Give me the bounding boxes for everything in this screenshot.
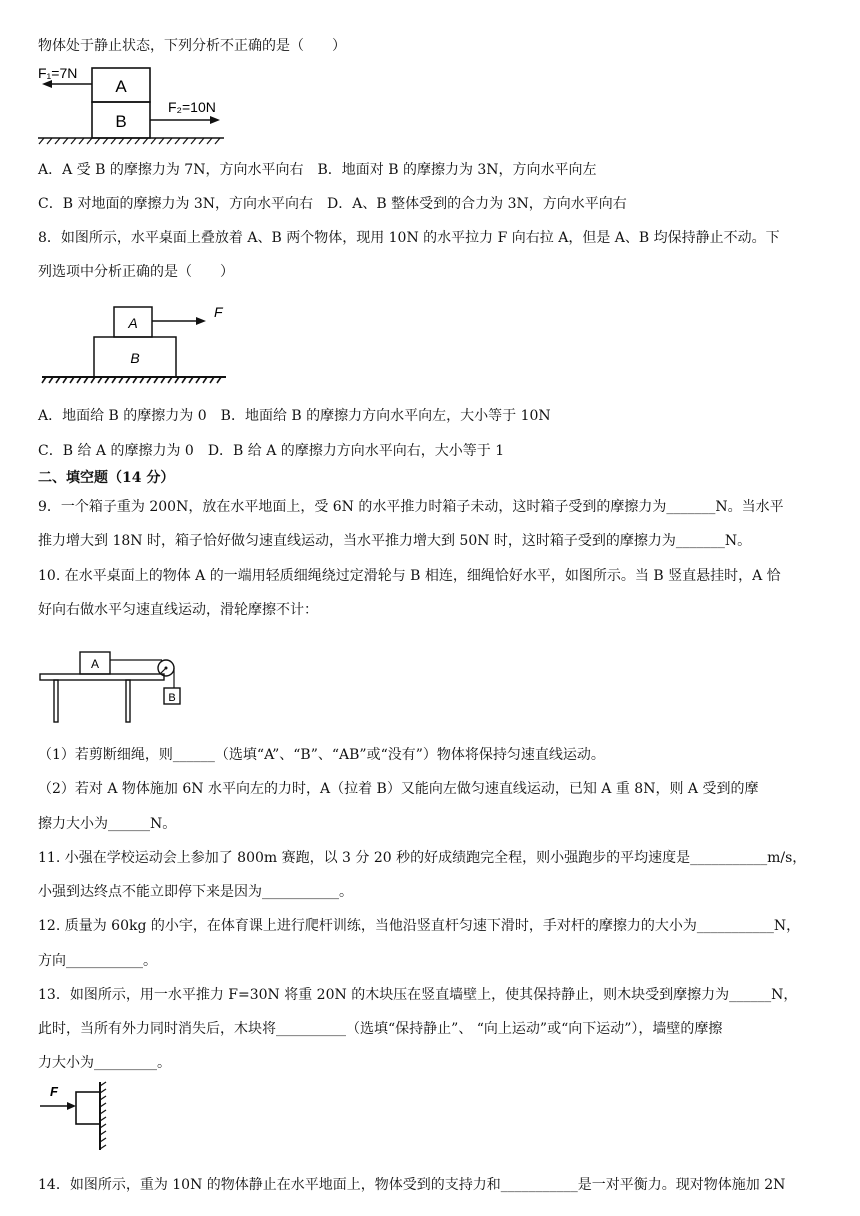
q11-line-1: 11. 小强在学校运动会上参加了 800m 赛跑，以 3 分 20 秒的好成绩跑完全程，则小强跑步的平均速度是___________m/s， [38,850,807,866]
q8-f-label: F [214,304,223,320]
q10-block-b-label: B [168,692,176,704]
q10-sub-1: （1）若剪断细绳，则______（选填“A”、“B”、“AB”或“没有”）物体将保持匀速直线运动。 [38,747,605,763]
q8-figure [38,295,238,390]
q7-stem: 物体处于静止状态，下列分析不正确的是（ ） [38,38,346,54]
q7-figure [38,62,238,142]
q13-f-label: F [50,1084,58,1099]
q7-block-b-label: B [115,112,127,131]
q10-table-leg-left [54,680,58,722]
q9-line-2: 推力增大到 18N 时，箱子恰好做匀速直线运动，当水平推力增大到 50N 时，这时箱子受到的摩擦力为_______N。 [38,533,752,549]
q7-option-line-2: C．B 对地面的摩擦力为 3N，方向水平向右 D．A、B 整体受到的合力为 3N，方向水平向右 [38,196,627,212]
q10-table-top [40,674,164,680]
q9-line-1: 9．一个箱子重为 200N，放在水平地面上，受 6N 的水平推力时箱子未动，这时箱子受到的摩擦力为_______N。当水平 [38,499,784,515]
q11-line-2: 小强到达终点不能立即停下来是因为___________。 [38,884,353,900]
q7-f1-label: F₁=7N [38,65,78,81]
q13-figure [38,1082,128,1152]
q7-f2-arrowhead [210,116,220,124]
q10-figure [38,640,208,730]
q10-sub-2-line-1: （2）若对 A 物体施加 6N 水平向左的力时，A（拉着 B）又能向左做匀速直线运动，已知 A 重 8N，则 A 受到的摩 [38,781,759,797]
section-title-fill-in: 二、填空题（14 分） [38,470,175,486]
q8-stem-line-1: 8．如图所示，水平桌面上叠放着 A、B 两个物体，现用 10N 的水平拉力 F 向右拉 A，但是 A、B 均保持静止不动。下 [38,230,780,246]
q10-sub-2-line-2: 擦力大小为______N。 [38,816,177,832]
q10-line-2: 好向右做水平匀速直线运动，滑轮摩擦不计： [38,602,318,618]
q13-line-2: 此时，当所有外力同时消失后，木块将__________（选填“保持静止”、 “向上运动”或“向下运动”），墙壁的摩擦 [38,1021,723,1037]
q13-line-1: 13．如图所示，用一水平推力 F=30N 将重 20N 的木块压在竖直墙壁上，使其保持静止，则木块受到摩擦力为______N， [38,987,798,1003]
q10-block-a-label: A [90,657,100,671]
q13-block [76,1092,100,1124]
q8-option-line-2: C．B 给 A 的摩擦力为 0 D．B 给 A 的摩擦力方向水平向右，大小等于 1 [38,443,505,459]
q13-f-arrowhead [67,1102,76,1110]
q10-line-1: 10. 在水平桌面上的物体 A 的一端用轻质细绳绕过定滑轮与 B 相连，细绳恰好水平，如图所示。当 B 竖直悬挂时，A 恰 [38,568,781,584]
q10-table-leg-right [126,680,130,722]
q8-f-arrowhead [196,317,206,325]
q7-option-line-1: A．A 受 B 的摩擦力为 7N，方向水平向右 B．地面对 B 的摩擦力为 3N，方向水平向左 [38,162,597,178]
q7-block-a-label: A [115,77,127,96]
q8-stem-line-2: 列选项中分析正确的是（ ） [38,264,234,280]
q8-block-b-label: B [130,350,140,366]
q14-line-1: 14．如图所示，重为 10N 的物体静止在水平地面上，物体受到的支持力和___________是一对平衡力。现对物体施加 2N [38,1177,786,1193]
q8-option-line-1: A．地面给 B 的摩擦力为 0 B．地面给 B 的摩擦力方向水平向左，大小等于 10N [38,408,551,424]
q12-line-2: 方向___________。 [38,953,157,969]
q12-line-1: 12. 质量为 60kg 的小宇，在体育课上进行爬杆训练，当他沿竖直杆匀速下滑时，手对杆的摩擦力的大小为___________N， [38,918,801,934]
q7-f2-label: F₂=10N [168,99,216,115]
q13-line-3: 力大小为_________。 [38,1055,171,1071]
q7-f1-arrowhead [42,80,52,88]
q8-block-a-label: A [128,315,138,331]
